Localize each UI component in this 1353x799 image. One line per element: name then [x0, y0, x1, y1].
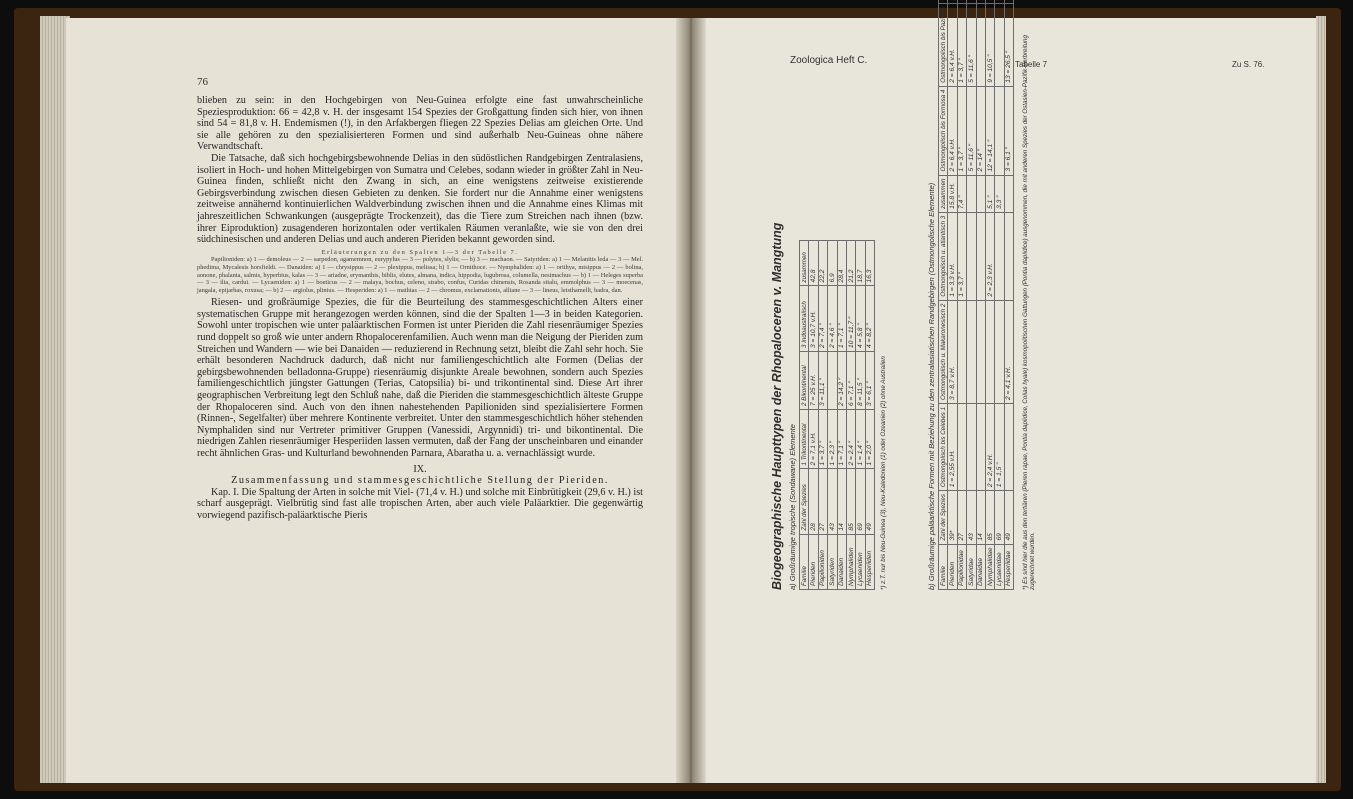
table-header-cell: Ostmongolisch u. atlantisch 3 [939, 212, 948, 300]
table-row [856, 241, 865, 590]
table-row [967, 0, 976, 590]
table-cell: 3 = 10,7 v.H. [809, 286, 818, 352]
table-header-cell: 1 Trikontinental [800, 409, 809, 469]
paragraph: Die Tatsache, daß sich hochgebirgsbewohnende Delias in den südöstlichen Randgebirgen Zentralasiens, isoliert in Hoch- und hohen Mittelgebirgen von Sumatra und Celebes, sodann wieder in größter Zahl in Neu-Guinea finden, schließt nicht den Zwang in sich, an eine wenigstens zeitweise existierende Gebirgsverbindung zwischen diesen Gebieten zu denken. Sie fordert nur die Annahme einer wenigstens zeitweise annähernd kontinuierlichen Waldverbindung zwischen ihnen und die Annahme eines Klimas mit jahreszeitlichen Schwankungen (ausgeprägte Trockenzeit), das die Tiere zum Streichen nach ihnen (bzw. ihrer Eiproduktion) zusagenderen horizontalen oder vertikalen Räumen veranlaßte, wie sie von den drei südchinesischen und anderen Delias und auch anderen Pieriden bekannt geworden sind. [197, 152, 643, 246]
table-header-cell: Ostmongolisch bis Pazifik 5 [939, 4, 948, 87]
table-cell: 5,1 ″ [985, 175, 994, 212]
table-header-cell: 3 Indoaustralisch [800, 286, 809, 352]
table-cell: Nymphaliden [846, 534, 855, 589]
table-cell [976, 300, 985, 403]
table-cell [1004, 403, 1013, 490]
table-cell: Danaidae [976, 544, 985, 589]
table-b-caption: b) Großräumige paläarktische Formen mit Beziehung zu den zentralasiatischen Randgebirgen (Ostmongolische Elemente) [927, 182, 936, 590]
table-cell: 27 [957, 491, 966, 544]
table-header-cell [939, 0, 948, 4]
rotated-table [770, 7, 1180, 590]
page-reference: Zu S. 76. [1232, 60, 1265, 69]
table-cell [957, 403, 966, 490]
table-row [976, 0, 985, 590]
table-cell [995, 4, 1004, 87]
table-cell: 1 = 3,7 ″ [957, 86, 966, 175]
table-row [865, 241, 874, 590]
table-cell: Satyriden [828, 534, 837, 589]
table-cell: 49 [1004, 491, 1013, 544]
page-number: 76 [197, 76, 208, 88]
table-cell: Nymphalidae [985, 544, 994, 589]
table-cell: 7 = 25 v.H. [809, 351, 818, 409]
table-cell: 49 [865, 469, 874, 534]
table-cell: 1 = 7,1 ″ [837, 409, 846, 469]
table-cell: 1 = 3,7 ″ [818, 409, 827, 469]
notes-text: Papilioniden: a) 1 — demoleus — 2 — sarpedon, agamemnon, eurypylus — 3 — polytes, slylis; — b) 3 — machaon. — Satyriden: a) 1 — Melanitis leda — 3 — Mel. phedima, Mycalesis horsfieldi. — Danaiden: a) 1 — chrysippus — 2 — plexippus, melissa; b) 1 — Ornithoce. — Nymphaliden: a) 1 — orithya, misippus — 2 — bolina, aonone, phalanta, salmis, hyperbius, kalas — 3 — ariadne, erymanthis, biblis, elutes, almana, indica, hippodia, lugubrosa, columella, nesimachus — b) 1 — Heleges superba — 3 — ilia, cardui. — Lycaeniden: a) 1 — boeticus — 2 — malaya, bochus, celeno, strabo, confus, Curidas chinensis, Rosanda sitalu, emmolphus — 3 — moecenas, jangala, epijarbas, roxusa; — b) 2 — argiolus, plinius. — Hesperiden: a) 1 — mathias — 2 — chromus, exclamationis, alliane — 3 — lineus, leisthamelli, badra, dan. [197, 256, 643, 294]
table-title: Biogeographische Haupttypen der Rhopaloceren v. Mangtung [770, 222, 784, 590]
table-a [799, 240, 875, 590]
table-cell: 2 = 2,4 v.H. [985, 403, 994, 490]
table-cell: 28 [809, 469, 818, 534]
table-cell [976, 175, 985, 212]
table-row [818, 241, 827, 590]
table-cell: 7,4 ″ [957, 175, 966, 212]
table-cell: 1 = 1,4 ″ [856, 409, 865, 469]
table-cell: 3 = 6,1 ″ [1004, 86, 1013, 175]
table-cell: 27 [818, 469, 827, 534]
table-cell: 5 = 11,6 ″ [967, 86, 976, 175]
table-cell: Hesperiidae [1004, 544, 1013, 589]
table-cell: 3 = 6,1 ″ [865, 351, 874, 409]
right-page-edges [1316, 16, 1326, 783]
table-cell: 1 = 1,5 ″ [995, 403, 1004, 490]
table-cell: 69 [856, 469, 865, 534]
table-cell [957, 300, 966, 403]
table-header-cell: Ostmongolisch bis Celebes 1 [939, 403, 948, 490]
paragraph: blieben zu sein: in den Hochgebirgen von Neu-Guinea erfolgte eine fast unwahrscheinliche Speziesproduktion: 66 = 42,8 v. H. der insgesamt 154 Spezies der Großgattung finden sich hier, von ihnen sind 54 = 81,8 v. H. Endemismen (!), in den Arfakbergen fliegen 22 Spezies Delias am gleichen Orte. Und sie alle gehören zu den spezialisierteren Formen und sind außerhalb Neu-Guineas ohne nähere Verwandtschaft. [197, 95, 643, 153]
table-row [837, 241, 846, 590]
table-header-cell: Ostmongolisch u. Makaronesisch 2 [939, 300, 948, 403]
table-row [1004, 0, 1013, 590]
table-cell: 5 = 11,6 ″ [967, 4, 976, 87]
table-header-cell: Familie [939, 544, 948, 589]
table-cell [995, 0, 1004, 4]
table-cell: 22,2 [818, 241, 827, 286]
table-cell [1004, 212, 1013, 300]
table-cell [967, 0, 976, 4]
table-cell: Pieriden [809, 534, 818, 589]
paragraph: Riesen- und großräumige Spezies, die für die Beurteilung des stammesgeschichtlichen Alters einer systematischen Gruppe mit herangezogen werden können, sind die der Spalten 1—3 in beiden Kategorien. Sowohl unter tropischen wie unter paläarktischen Formen ist unter Pieriden die Zahl riesenräumiger Spezies rund doppelt so groß wie unter andern Rhopalocerenfamilien. Auch wenn man die Neigung der Pieriden zum Streichen und Wandern — wie bei Danaiden — reduzierend in Rechnung setzt, bleibt die Zahl sehr hoch. Sie erhält besonderen Nachdruck dadurch, daß nicht nur familiengeschichtlich alte Formen (Delias der gebirgsbewohnenden belladonna-Gruppe) riesenräumig disjunkte Areale bewohnen, sondern auch Spezies familiengeschichtlich jüngster Gattungen (Terias, Catopsilia) bi- und trikontinental sind. Diese Art ihrer geographischen Verbreitung legt den Schluß nahe, daß die Pieriden die stammesgeschichtlich älteste Gruppe der Rhopaloceren sind. Auch von den ihnen nahestehenden Papilioniden sind spezialisiertere Formen (Rinnen-, Segelfalter) über mehrere Kontinente verbreitet. Unter den stammesgeschichtlich höher stehenden Nymphaliden sind nur Vertreter primitiver Gruppen (Vanessidi, Argynnidi) tri- und bikontinental. Die niedrigen Zahlen riesenräumiger Hesperiiden lassen vermuten, daß der Fang der unscheinbaren und einander recht ähnlichen Gras- und Kulturland bewohnenden Parnara, Abaratha u. a. vernachlässigt wurde. [197, 297, 643, 459]
table-cell: 2 = 2,4 ″ [846, 409, 855, 469]
paragraph: Kap. I. Die Spaltung der Arten in solche mit Viel- (71,4 v. H.) und solche mit Einbrütigkeit (29,6 v. H.) ist scharf ausgeprägt. Vielbrütig sind fast alle tropischen Arten, aber auch viele Paläarktier. Die gegenwärtig vorwiegend pazifisch-paläarktische Pieris [197, 486, 643, 521]
table-cell: 2 = 6,4 v.H. [948, 86, 957, 175]
section-title: Zusammenfassung und stammesgeschichtliche Stellung der Pieriden. [231, 475, 609, 487]
table-cell: 42,8 [809, 241, 818, 286]
table-cell: 2 = 4,1 v.H. [1004, 300, 1013, 403]
table-cell [957, 0, 966, 4]
table-cell: 69 [995, 491, 1004, 544]
table-cell: Lycaeniden [856, 534, 865, 589]
table-cell: 14 [976, 491, 985, 544]
table-cell: 3,3 ″ [995, 175, 1004, 212]
table-cell: 18,7 [856, 241, 865, 286]
table-cell: 2 = 14 ″ [976, 86, 985, 175]
table-cell: Danaiden [837, 534, 846, 589]
table-cell: 85 [846, 469, 855, 534]
table-cell [967, 300, 976, 403]
table-cell [828, 351, 837, 409]
table-row [957, 0, 966, 590]
table-number: Tabelle 7 [1015, 60, 1048, 69]
book-gutter [676, 18, 706, 783]
table-cell: 21,2 [846, 241, 855, 286]
table-cell [995, 86, 1004, 175]
table-cell: 12 = 14,1 ″ [985, 86, 994, 175]
table-cell [967, 175, 976, 212]
table-header-cell: Zahl der Spezies [800, 469, 809, 534]
table-row [948, 0, 957, 590]
table-cell: 3 = 8,7 v.H. [948, 300, 957, 403]
table-cell: 15,8 v.H. [948, 175, 957, 212]
table-row [846, 241, 855, 590]
table-b-footnote: *) Es sind hier die aus den tertiären (Pieren rapae, Pontia daplidice, Colias hyale) kosmopolitischen Gattungen (Pontia daplidice) ausgenommen, die mit anderen Spezies der Ostasien-Pazifik-Verbreitung zugerechnet wurden. [1022, 35, 1036, 590]
table-cell: 9 = 10,5 ″ [985, 4, 994, 87]
table-header-cell: Ostmongolisch bis Formosa 4 [939, 86, 948, 175]
table-cell: 43 [828, 469, 837, 534]
table-header-cell: zusammen [800, 241, 809, 286]
table-cell: 85 [985, 491, 994, 544]
notes-heading: Erläuterungen zu den Spalten 1—3 der Tabelle 7. [321, 248, 519, 256]
table-cell: 1 = 2,3 ″ [828, 409, 837, 469]
table-cell [985, 0, 994, 4]
table-a-footnote: *) z.T. nur bis Neu-Guinea (3), Neu-Kaledonien (1) oder Ozeanien (2) ohne Australien [880, 356, 887, 590]
table-row [995, 0, 1004, 590]
table-row [828, 241, 837, 590]
table-cell [967, 212, 976, 300]
table-cell [967, 403, 976, 490]
table-cell: 2 = 14,2 ″ [837, 351, 846, 409]
table-cell [995, 300, 1004, 403]
table-cell: Papilionidae [957, 544, 966, 589]
table-cell: Hesperiiden [865, 534, 874, 589]
table-cell: 43 [967, 491, 976, 544]
table-cell: 8 = 11,5 ″ [856, 351, 865, 409]
table-cell: 14 [837, 469, 846, 534]
table-cell: 10 = 11,7 ″ [846, 286, 855, 352]
table-header-cell: zusammen [939, 175, 948, 212]
table-cell [976, 403, 985, 490]
table-cell [985, 300, 994, 403]
table-cell: 6,9 [828, 241, 837, 286]
table-header-cell: Zahl der Spezies [939, 491, 948, 544]
table-header-cell: 2 Bikontinental [800, 351, 809, 409]
section-number: IX. [413, 463, 427, 475]
table-cell: Papilioniden [818, 534, 827, 589]
table-cell: 2 = 7,1 v.H. [809, 409, 818, 469]
table-row [809, 241, 818, 590]
table-cell: 2 = 7,4 ″ [818, 286, 827, 352]
table-cell: 13 = 26,5 ″ [1004, 4, 1013, 87]
table-cell: 4 = 8,2 ″ [865, 286, 874, 352]
table-cell [1004, 175, 1013, 212]
table-cell [1004, 0, 1013, 4]
table-cell: 4 = 5,8 ″ [856, 286, 865, 352]
table-cell: Satyridae [967, 544, 976, 589]
table-cell: 39* [948, 491, 957, 544]
table-cell: 1 = 3,3 v.H. [948, 212, 957, 300]
table-cell: 2 = 4,6 ″ [828, 286, 837, 352]
table-cell: 16,3 [865, 241, 874, 286]
table-cell: 3 = 11,1 ″ [818, 351, 827, 409]
table-cell [995, 212, 1004, 300]
table-cell: 6 = 7,1 ″ [846, 351, 855, 409]
table-cell: Lycaenidae [995, 544, 1004, 589]
table-cell: Pieriden [948, 544, 957, 589]
table-cell: 2 = 2,3 v.H. [985, 212, 994, 300]
table-cell [976, 0, 985, 4]
left-page-text [197, 95, 643, 522]
table-cell: 2 = 6,4 v.H. [948, 4, 957, 87]
table-b [938, 0, 1014, 590]
table-cell [976, 4, 985, 87]
table-cell: 28,4 [837, 241, 846, 286]
table-cell [976, 212, 985, 300]
table-header-cell: Familie [800, 534, 809, 589]
table-cell: 1 = 3,7 ″ [957, 212, 966, 300]
table-cell: 1 = 7,1 ″ [837, 286, 846, 352]
table-cell: 1 = 2,55 v.H. [948, 403, 957, 490]
table-a-caption: a) Großräumige tropische (Sondawane) Elemente [788, 424, 797, 590]
table-cell: 1 = 3,7 ″ [957, 4, 966, 87]
journal-header: Zoologica Heft C. [790, 55, 868, 66]
table-row [985, 0, 994, 590]
table-cell: 1 = 2,0 ″ [865, 409, 874, 469]
table-cell [948, 0, 957, 4]
